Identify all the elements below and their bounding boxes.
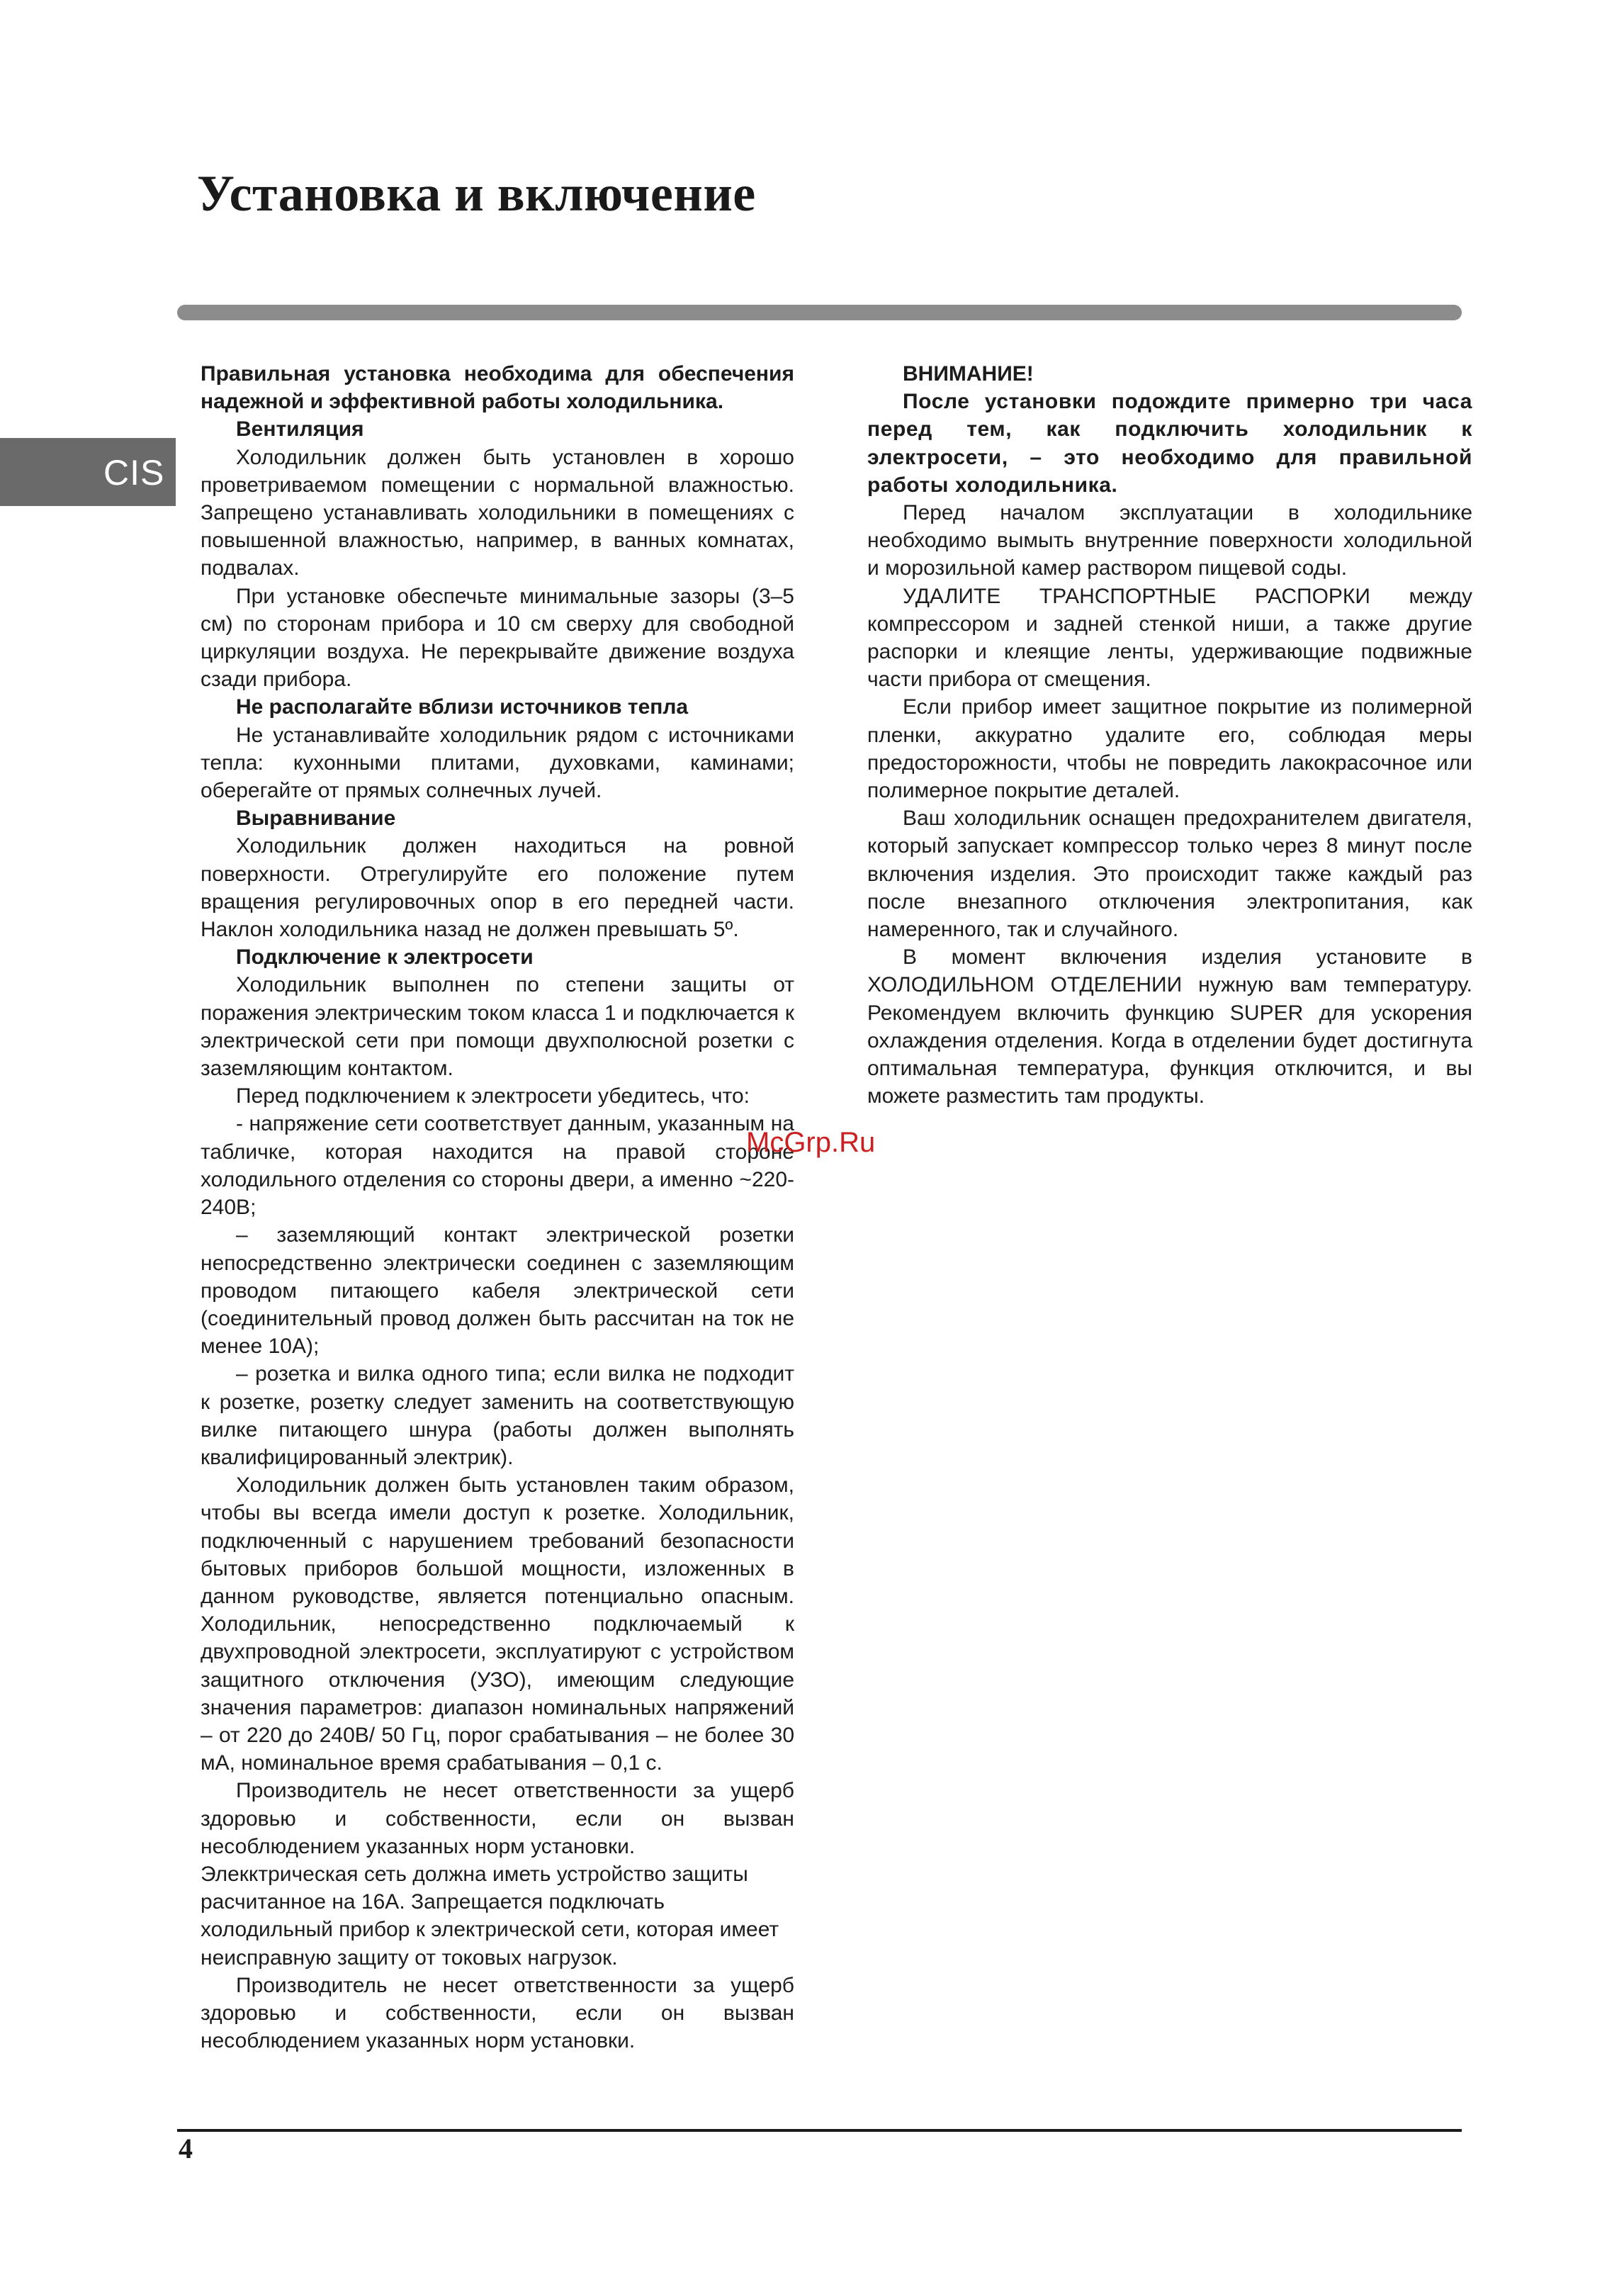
body-paragraph: Холодильник должен быть установлен таким образом, чтобы вы всегда имели доступ к розетке. Холодильник, подключенный с нарушением требований безопасности бытовых приборов большой мощности, изложенных в данном руководстве, является потенциально опасным. Холодильник, непосредственно подключаемый к двухпроводной электросети, эксплуатируют с устройством защитного отключения (УЗО), имеющим следующие значения параметров: диапазон номинальных напряжений – от 220 до 240В/ 50 Гц, порог срабатывания – не более 30 мА, номинальное время срабатывания – 0,1 с.: [201, 1473, 794, 1775]
page-title: Установка и включение: [197, 165, 756, 222]
body-paragraph: Холодильник выполнен по степени защиты от поражения электрическим током класса 1 и подключается к электрической сети при помощи двухполюсной розетки с заземляющим контактом.: [201, 973, 794, 1081]
heading-ventilation: Вентиляция: [236, 417, 364, 442]
right-column: [867, 360, 1472, 1110]
body-paragraph: Перед подключением к электросети убедитесь, что:: [236, 1084, 750, 1108]
body-paragraph: УДАЛИТЕ ТРАНСПОРТНЫЕ РАСПОРКИ между компрессором и задней стенкой ниши, а также другие распорки и клеящие ленты, удерживающие подвижные части прибора от смещения.: [867, 584, 1472, 692]
body-paragraph: Ваш холодильник оснащен предохранителем двигателя, который запускает компрессор только через 8 минут после включения изделия. Это происходит также каждый раз после внезапного отключения электропитания, как намеренного, так и случайного.: [867, 807, 1472, 942]
warning-text: После установки подождите примерно три часа перед тем, как подключить холодильник к электросети, – это необходимо для правильной работы холодильника.: [867, 390, 1472, 497]
body-paragraph: В момент включения изделия установите в ХОЛОДИЛЬНОМ ОТДЕЛЕНИИ нужную вам температуру. Рекомендуем включить функцию SUPER для ускорения охлаждения отделения. Когда в отделении будет достигнута оптимальная температура, функция отключится, и вы можете разместить там продукты.: [867, 945, 1472, 1108]
page-number: 4: [179, 2133, 193, 2164]
body-paragraph: Если прибор имеет защитное покрытие из полимерной пленки, аккуратно удалите его, соблюдая меры предосторожности, чтобы не повредить лакокрасочное или полимерное покрытие деталей.: [867, 695, 1472, 803]
watermark: McGrp.Ru: [746, 1127, 876, 1158]
body-paragraph: Элекктрическая сеть должна иметь устройство защиты расчитанное на 16А. Запрещается подключать холодильный прибор к электрической сети, которая имеет неисправную защиту от токовых нагрузок.: [201, 1862, 779, 1970]
warning-heading: ВНИМАНИЕ!: [903, 362, 1034, 386]
left-column: [201, 360, 794, 2055]
list-item: - напряжение сети соответствует данным, указанным на табличке, которая находится на правой стороне холодильного отделения со стороны двери, а именно ~220-240В;: [201, 1112, 794, 1220]
footer-rule: [177, 2129, 1462, 2132]
list-item: – розетка и вилка одного типа; если вилка не подходит к розетке, розетку следует заменить на соответствующую вилке питающего шнура (работы должен выполнять квалифицированный электрик).: [201, 1362, 794, 1469]
body-paragraph: Не устанавливайте холодильник рядом с источниками тепла: кухонными плитами, духовками, каминами; оберегайте от прямых солнечных лучей.: [201, 723, 794, 803]
body-paragraph: Производитель не несет ответственности за ущерб здоровью и собственности, если он вызван несоблюдением указанных норм установки.: [201, 1973, 794, 2053]
body-paragraph: Перед началом эксплуатации в холодильнике необходимо вымыть внутренние поверхности холодильной и морозильной камер раствором пищевой соды.: [867, 501, 1472, 580]
heading-heat-sources: Не располагайте вблизи источников тепла: [236, 695, 689, 719]
body-paragraph: Холодильник должен быть установлен в хорошо проветриваемом помещении с нормальной влажностью. Запрещено устанавливать холодильники в помещениях с повышенной влажностью, например, в ванных комнатах, подвалах.: [201, 445, 794, 580]
region-tab: [0, 438, 176, 506]
header-rule: [177, 305, 1462, 320]
list-item: – заземляющий контакт электрической розетки непосредственно электрически соединен с заземляющим проводом питающего кабеля электрической сети (соединительный провод должен быть рассчитан на ток не менее 10А);: [201, 1223, 794, 1359]
heading-electrical: Подключение к электросети: [236, 945, 534, 970]
region-tab-label: CIS: [103, 453, 165, 493]
body-paragraph: Производитель не несет ответственности за ущерб здоровью и собственности, если он вызван несоблюдением указанных норм установки.: [201, 1779, 794, 1858]
intro-paragraph: Правильная установка необходима для обеспечения надежной и эффективной работы холодильника.: [201, 362, 794, 414]
body-paragraph: Холодильник должен находиться на ровной поверхности. Отрегулируйте его положение путем вращения регулировочных опор в его передней части. Наклон холодильника назад не должен превышать 5º.: [201, 834, 794, 942]
heading-leveling: Выравнивание: [236, 807, 396, 831]
body-paragraph: При установке обеспечьте минимальные зазоры (3–5 см) по сторонам прибора и 10 см сверху для свободной циркуляции воздуха. Не перекрывайте движение воздуха сзади прибора.: [201, 584, 794, 692]
